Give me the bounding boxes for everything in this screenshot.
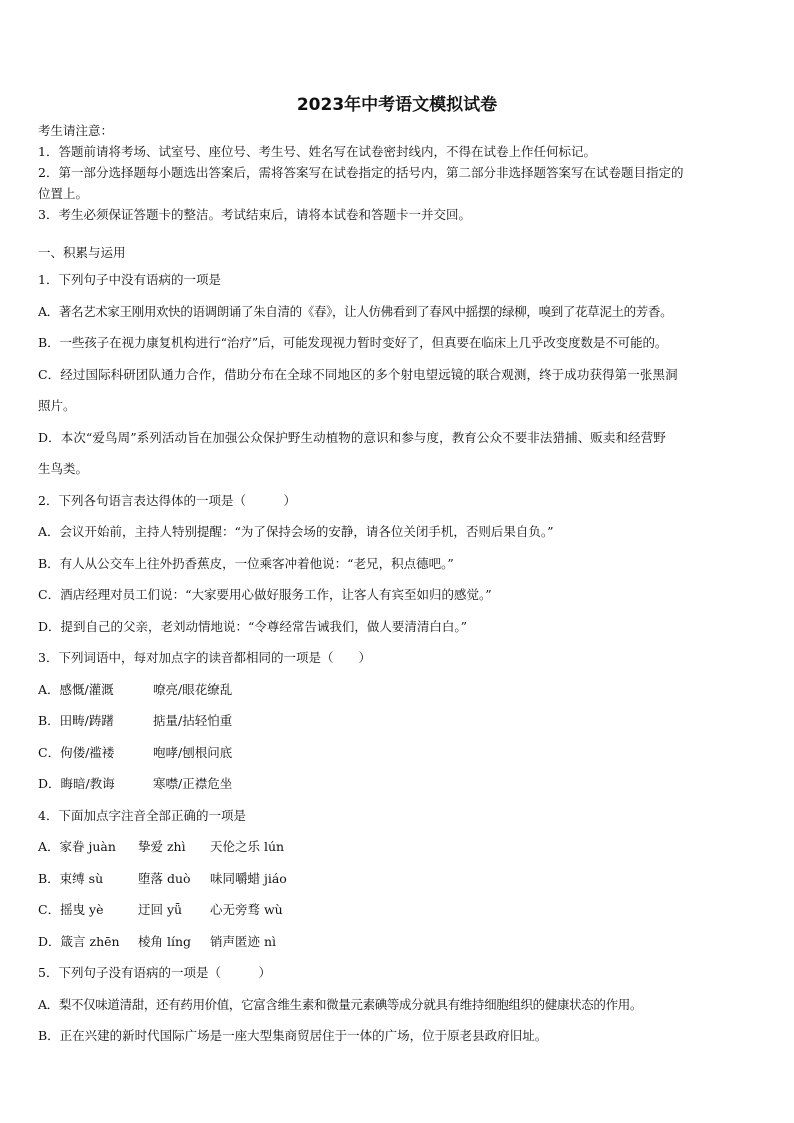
option-d — [38, 932, 763, 964]
questions — [38, 270, 763, 1058]
option-a — [38, 680, 763, 712]
option-part: A．家眷 juàn — [38, 839, 116, 854]
notice-item: 2．第一部分选择题每小题选出答案后，需将答案写在试卷指定的括号内，第二部分非选择题答案写在试卷题目指定的 — [38, 165, 684, 180]
option-a: A．著名艺术家王刚用欢快的语调朗诵了朱自清的《春》，让人仿佛看到了春风中摇摆的绿柳，嗅到了花草泥土的芳香。 — [38, 303, 673, 319]
option-d — [38, 774, 763, 806]
option-b: B．有人从公交车上往外扔香蕉皮，一位乘客冲着他说：“老兄，积点德吧。” — [38, 555, 454, 571]
option-text: 掂量/拈轻怕重 — [153, 713, 233, 728]
option-a — [38, 837, 763, 869]
option-c: C．经过国际科研团队通力合作，借助分布在全球不同地区的多个射电望远镜的联合观测，终于成功获得第一张黑洞 — [38, 366, 678, 382]
option-label: C．佝偻/褴褛 — [38, 744, 115, 760]
option-b: B．正在兴建的新时代国际广场是一座大型集商贸居住于一体的广场，位于原老县政府旧址。 — [38, 1028, 548, 1043]
option-part: 迂回 yǖ — [138, 902, 183, 917]
option-a: A．会议开始前，主持人特别提醒：“为了保持会场的安静，请各位关闭手机，否则后果自负。” — [38, 524, 554, 539]
option-c — [38, 900, 763, 932]
option-part: B．束缚 sù — [38, 870, 104, 886]
option-label: D．晦暗/教诲 — [38, 776, 115, 791]
question-stem: 3．下列词语中，每对加点字的读音都相同的一项是（ ） — [38, 650, 371, 665]
option-b — [38, 869, 763, 901]
option-part: C．摇曳 yè — [38, 902, 104, 917]
question-stem: 2．下列各句语言表达得体的一项是（ ） — [38, 492, 296, 508]
option-part: 心无旁骛 wù — [210, 902, 283, 917]
notice-item: 位置上。 — [38, 186, 89, 201]
question-stem: 4．下面加点字注音全部正确的一项是 — [38, 807, 246, 823]
page-title: 2023年中考语文模拟试卷 — [296, 95, 498, 115]
option-d-continued: 生鸟类。 — [38, 461, 89, 476]
option-label: A．感慨/灌溉 — [38, 681, 114, 697]
option-part: 堕落 duò — [138, 870, 191, 886]
notice-heading: 考生请注意： — [38, 123, 114, 138]
option-c — [38, 743, 763, 775]
question-stem: 5．下列句子没有语病的一项是（ ） — [38, 965, 271, 980]
option-c: C．酒店经理对员工们说：“大家要用心做好服务工作，让客人有宾至如归的感觉。” — [38, 587, 492, 602]
notice-item: 3．考生必须保证答题卡的整洁。考试结束后，请将本试卷和答题卡一并交回。 — [38, 207, 471, 222]
section-heading: 一、积累与运用 — [38, 245, 126, 260]
option-d: D．提到自己的父亲，老刘动情地说：“令尊经常告诫我们，做人要清清白白。” — [38, 618, 468, 634]
question-stem: 1．下列句子中没有语病的一项是 — [38, 272, 221, 287]
option-c-continued: 照片。 — [38, 398, 76, 413]
option-b: B．一些孩子在视力康复机构进行“治疗”后，可能发现视力暂时变好了，但真要在临床上几乎改变度数是不可能的。 — [38, 335, 668, 350]
option-part: 味同嚼蜡 jiáo — [210, 870, 287, 886]
option-b — [38, 711, 763, 743]
option-part: 棱角 líng — [138, 933, 192, 949]
option-text: 嘹亮/眼花缭乱 — [153, 681, 233, 697]
option-part: 销声匿迹 nì — [210, 933, 277, 949]
option-label: B．田畴/踌躇 — [38, 713, 114, 728]
option-part: D．箴言 zhēn — [38, 933, 120, 949]
option-part: 挚爱 zhì — [138, 839, 186, 854]
notice-item: 1．答题前请将考场、试室号、座位号、考生号、姓名写在试卷密封线内，不得在试卷上作任何标记。 — [38, 144, 596, 159]
option-text: 寒噤/正襟危坐 — [153, 776, 233, 791]
option-part: 天伦之乐 lún — [210, 839, 285, 854]
option-d: D．本次“爱鸟周”系列活动旨在加强公众保护野生动植物的意识和参与度，教育公众不要非法猎捕、贩卖和经营野 — [38, 429, 666, 445]
notice-block — [38, 120, 763, 225]
option-a: A．梨不仅味道清甜，还有药用价值，它富含维生素和微量元素碘等成分就具有维持细胞组织的健康状态的作用。 — [38, 996, 643, 1012]
option-text: 咆哮/刨根问底 — [153, 744, 233, 760]
